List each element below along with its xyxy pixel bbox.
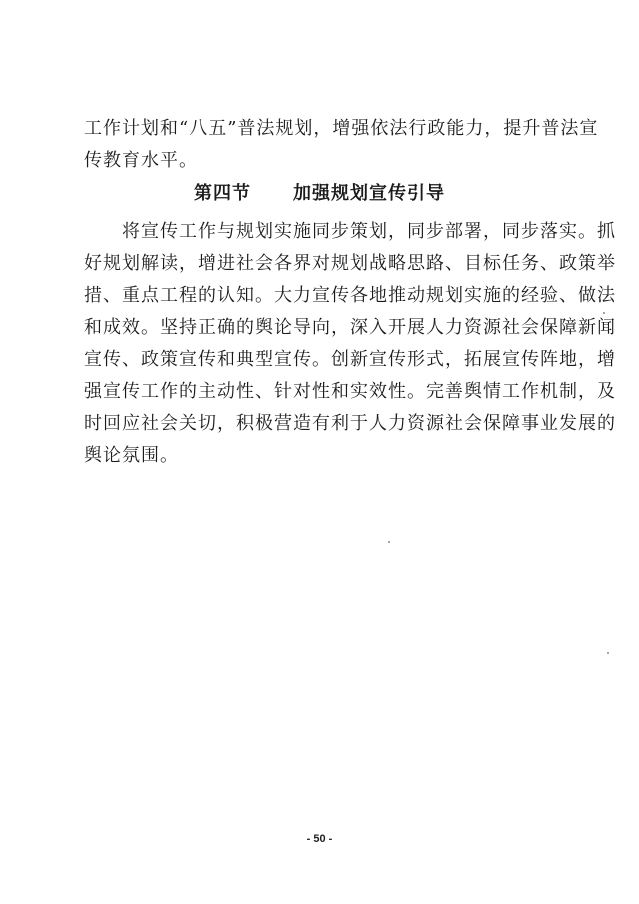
section-title: 加强规划宣传引导 xyxy=(293,183,445,204)
page-number: - 50 - xyxy=(306,833,333,845)
section-number: 第四节 xyxy=(194,183,251,204)
lead-line-1: 工作计划和“八五”普法规划，增强依法行政能力，提升普法宣 xyxy=(84,118,599,139)
body-line-2: 好规划解读，增进社会各界对规划战略思路、目标任务、政策举 xyxy=(84,253,616,274)
body-line-4: 和成效。坚持正确的舆论导向，深入开展人力资源社会保障新闻 xyxy=(84,317,616,338)
body-line-5: 宣传、政策宣传和典型宣传。创新宣传形式，拓展宣传阵地，增 xyxy=(84,349,616,370)
body-line-7: 时回应社会关切，积极营造有利于人力资源社会保障事业发展的 xyxy=(84,413,616,434)
body-line-3: 措、重点工程的认知。大力宣传各地推动规划实施的经验、做法 xyxy=(84,285,616,306)
scan-speck xyxy=(607,652,609,654)
body-line-6: 强宣传工作的主动性、针对性和实效性。完善舆情工作机制，及 xyxy=(84,381,616,402)
section-heading xyxy=(0,180,639,208)
body-line-1: 将宣传工作与规划实施同步策划，同步部署，同步落实。抓 xyxy=(122,221,616,242)
lead-line-2: 传教育水平。 xyxy=(84,150,198,171)
body-paragraph xyxy=(84,216,616,472)
body-line-8: 舆论氛围。 xyxy=(84,445,179,466)
scan-speck xyxy=(388,541,390,543)
lead-paragraph xyxy=(84,113,599,177)
scan-speck xyxy=(603,312,605,314)
